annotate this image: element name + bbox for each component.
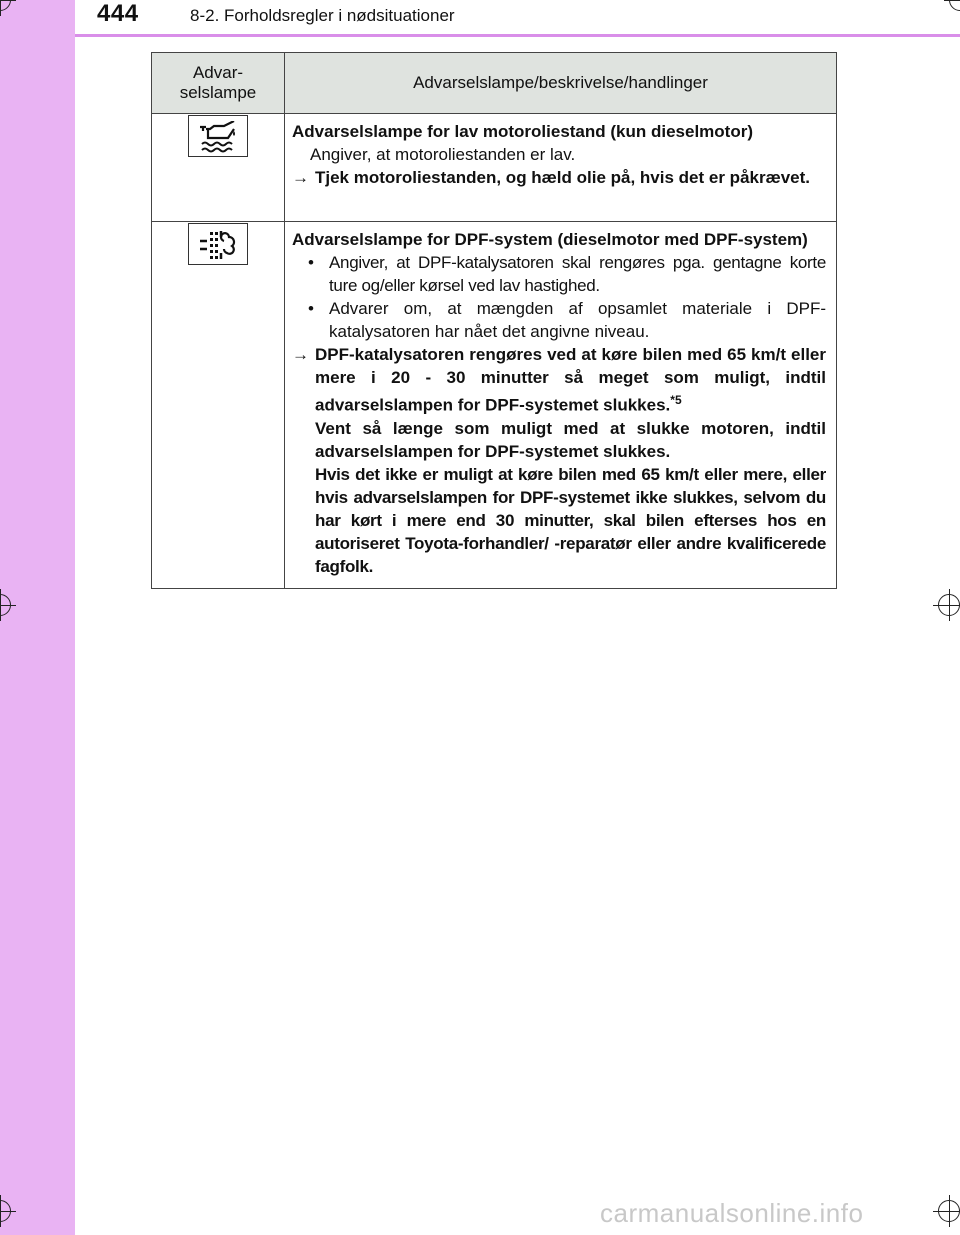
lamp-cell-dpf (152, 222, 285, 589)
dpf-action-p3: Hvis det ikke er muligt at køre bilen med 65 km/t eller mere, eller hvis advarselslampen for DPF-systemet ikke slukkes, selvom du har kørt i mere end 30 minutter, skal bilen efterses hos en autoriseret Toyota-forhandler/ -reparatør eller andre kvalificerede fagfolk. (315, 464, 826, 576)
dpf-bullet-2: Advarer om, at mængden af opsamlet materiale i DPF-katalysatoren har nået det angivne niveau. (329, 299, 826, 341)
desc-cell-dpf (285, 222, 837, 589)
crop-mark-mid-right (938, 594, 960, 616)
watermark: carmanualsonline.info (600, 1198, 864, 1228)
low-oil-level-icon (188, 115, 248, 157)
bullet-symbol: • (308, 299, 314, 318)
dpf-bullet-1: Angiver, at DPF-katalysatoren skal rengøres pga. gentagne korte ture og/eller kørsel ved lav hastighed. (329, 253, 826, 295)
list-item (292, 297, 826, 343)
oil-lamp-title: Advarselslampe for lav motoroliestand (kun dieselmotor) (292, 122, 754, 141)
header-lamp (152, 53, 285, 114)
footnote-mark: *5 (670, 393, 682, 407)
table-row (152, 222, 837, 589)
crop-mark-top-right (949, 0, 960, 11)
crop-mark-bottom-right (938, 1200, 960, 1222)
oil-lamp-action-text: Tjek motoroliestanden, og hæld olie på, hvis det er påkrævet. (315, 168, 811, 187)
chapter-side-strip (0, 0, 75, 1235)
header-rule (75, 34, 960, 37)
warning-lamp-table (151, 52, 837, 589)
page-number: 444 (97, 0, 139, 27)
dpf-action-p2: Vent så længe som muligt med at slukke motoren, indtil advarselslampen for DPF-systemet slukkes. (315, 418, 826, 461)
table-header-row (152, 53, 837, 114)
desc-cell-oil (285, 114, 837, 222)
header-lamp-line1: Advar- (192, 63, 244, 82)
list-item (292, 251, 826, 297)
dpf-action-p1: DPF-katalysatoren rengøres ved at køre bilen med 65 km/t eller mere i 20 - 30 minutter så meget som muligt, indtil advarselslampen for DPF-systemet slukkes. (315, 345, 826, 415)
header-description: Advarselslampe/beskrivelse/handlinger (285, 53, 837, 114)
dpf-lamp-action (292, 343, 826, 578)
oil-lamp-action (292, 166, 826, 189)
oil-lamp-description: Angiver, at motoroliestanden er lav. (310, 145, 576, 164)
table-row (152, 114, 837, 222)
dpf-action-paragraph-1 (315, 343, 826, 417)
dpf-action-text (315, 343, 826, 578)
section-title: 8-2. Forholdsregler i nødsituationer (190, 6, 455, 25)
dpf-system-icon (188, 223, 248, 265)
dpf-lamp-title: Advarselslampe for DPF-system (dieselmotor med DPF-system) (292, 230, 808, 249)
header-lamp-line2: selslampe (179, 83, 257, 102)
bullet-symbol: • (308, 253, 314, 272)
lamp-cell-oil (152, 114, 285, 222)
arrow-icon: → (292, 168, 309, 187)
arrow-icon: → (292, 345, 309, 364)
